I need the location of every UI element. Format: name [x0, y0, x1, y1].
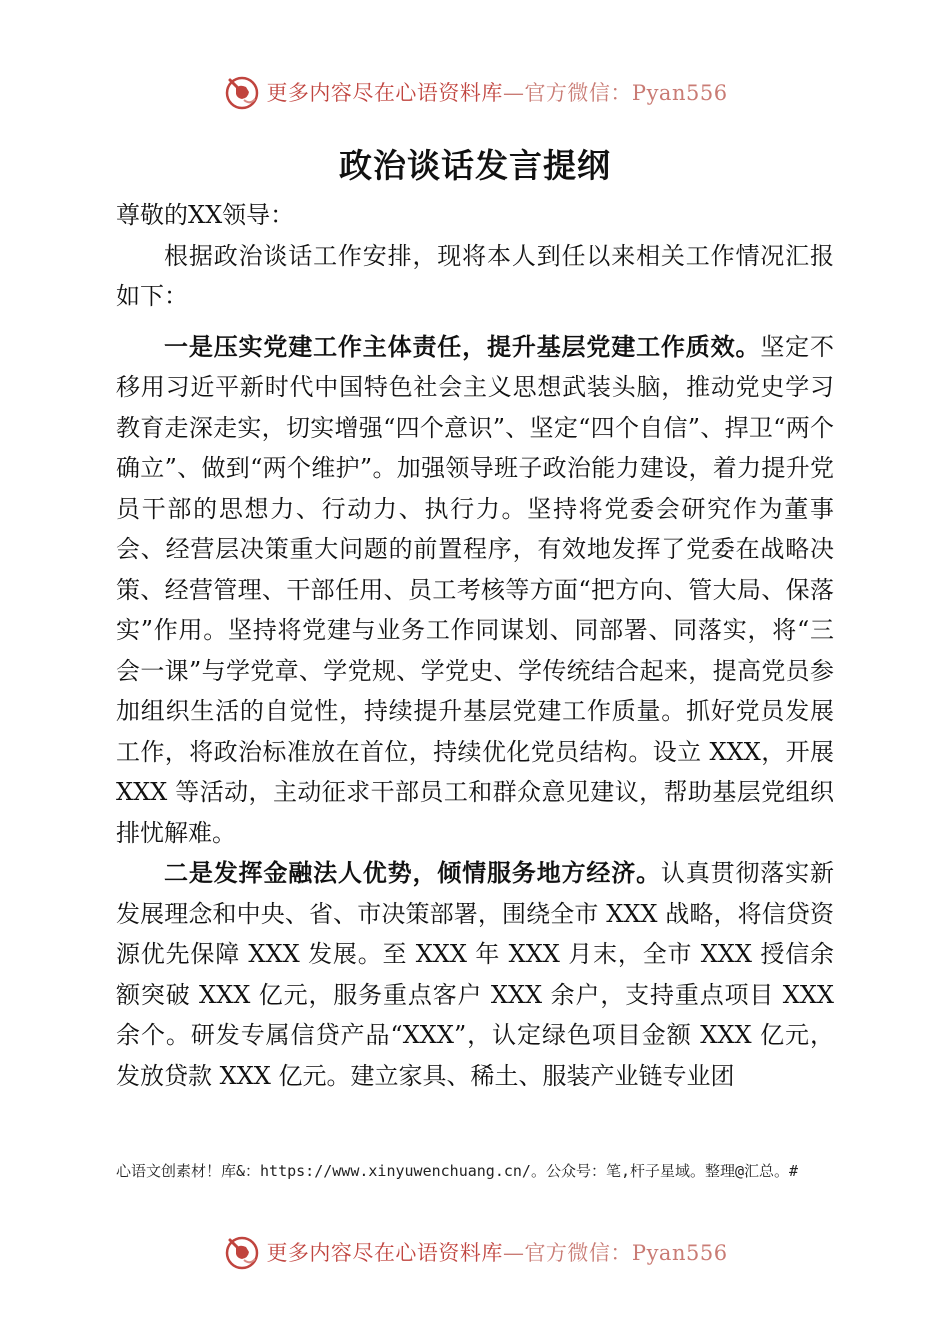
fist-logo-icon — [222, 72, 262, 112]
watermark-contact-text: 官方微信：Pyan556 — [524, 1241, 728, 1265]
watermark-main-text: 更多内容尽在心语资料库 — [266, 1241, 503, 1265]
salutation: 尊敬的XX领导： — [116, 201, 295, 229]
fist-logo-icon — [222, 1232, 262, 1272]
section-2-lead: 二是发挥金融法人优势，倾情服务地方经济。 — [164, 859, 661, 887]
section-1-lead: 一是压实党建工作主体责任，提升基层党建工作质效。 — [164, 332, 761, 361]
watermark-contact-text: 官方微信：Pyan556 — [524, 81, 728, 105]
document-title: 政治谈话发言提纲 — [339, 146, 611, 185]
section-1-body: 坚定不移用习近平新时代中国特色社会主义思想武装头脑，推动党史学习教育走深走实，切实增强“四个意识”、坚定“四个自信”、捍卫“两个确立”、做到“两个维护”。加强领导班子政治能力建设，着力提升党员干部的思想力、行动力、执行力。坚持将党委会研究作为董事会、经营层决策重大问题的前置程序，有效地发挥了党委在战略决策、经营管理、干部任用、员工考核等方面“把方向、管大局、保落实”作用。坚持将党建与业务工作同谋划、同部署、同落实，将“三会一课”与学党章、学党规、学党史、学传统结合起来，提高党员参加组织生活的自觉性，持续提升基层党建工作质量。抓好党员发展工作，将政治标准放在首位，持续优化党员结构。设立 XXX，开展 XXX 等活动，主动征求干部员工和群众意见建议，帮助基层党组织排忧解难。 — [116, 332, 835, 847]
watermark-separator: — — [502, 1241, 525, 1265]
intro-paragraph: 根据政治谈话工作安排，现将本人到任以来相关工作情况汇报如下： — [116, 241, 834, 310]
section-2-body: 认真贯彻落实新发展理念和中央、省、市决策部署，围绕全市 XXX 战略，将信贷资源优先保障 XXX 发展。至 XXX 年 XXX 月末，全市 XXX 授信余额突破 XXX 亿元，服务重点客户 XXX 余户，支持重点项目 XXX 余个。研发专属信贷产品“XXX”，认定绿色项目金额 XXX 亿元，发放贷款 XXX 亿元。建立家具、稀土、服装产业链专业团 — [116, 859, 834, 1090]
watermark-main-text: 更多内容尽在心语资料库 — [266, 81, 503, 105]
footer-source-note: 心语文创素材！库&：https://www.xinyuwenchuang.cn/。公众号：笔,杆子星域。整理@汇总。# — [116, 1162, 799, 1180]
watermark-separator: — — [502, 81, 525, 105]
section-1-paragraph — [116, 327, 834, 854]
section-2-paragraph — [116, 853, 834, 1096]
watermark-banner-top — [0, 70, 950, 114]
watermark-banner-bottom — [0, 1230, 950, 1274]
document-body — [116, 195, 834, 1096]
